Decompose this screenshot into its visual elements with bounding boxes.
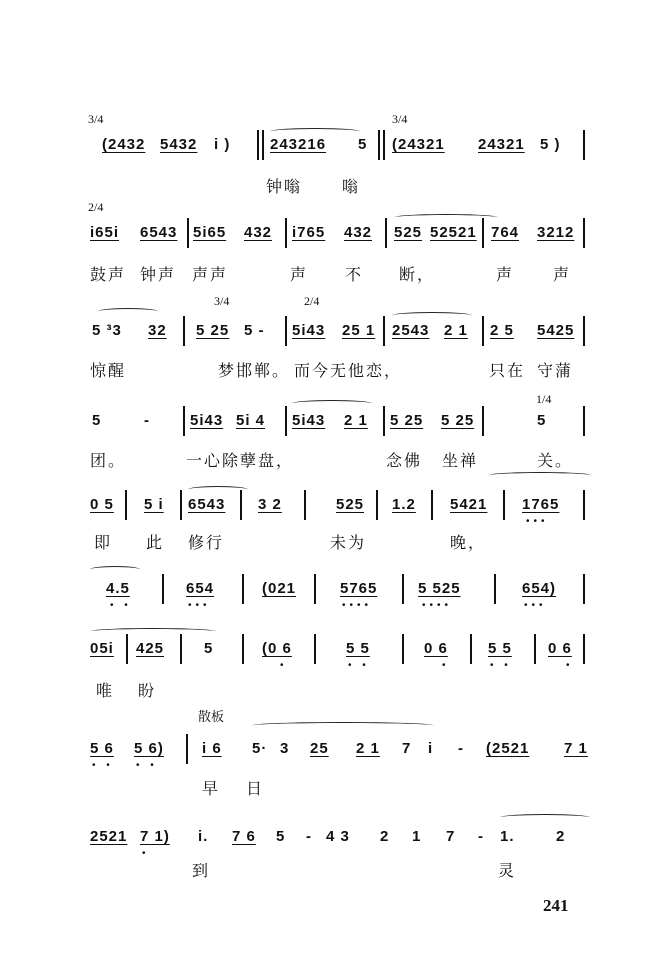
double-barline xyxy=(262,130,264,160)
time-signature: 1/4 xyxy=(536,392,552,406)
barline xyxy=(314,574,316,604)
barline xyxy=(431,490,433,520)
octave-dots: • • xyxy=(92,760,114,771)
barline xyxy=(583,130,585,160)
lyric: 声 xyxy=(553,265,572,284)
lyric: 一心除孽盘， xyxy=(186,451,295,470)
note-group: i ) xyxy=(214,136,231,153)
note-group: 1.2 xyxy=(392,496,416,513)
note-group: 3 xyxy=(280,740,290,757)
barline xyxy=(402,574,404,604)
note-group: 2 5 xyxy=(490,322,514,339)
note-group: (2432 xyxy=(102,136,146,153)
note-group: 05i xyxy=(90,640,114,657)
note-group: 1 xyxy=(412,828,422,845)
note-group: 5 xyxy=(537,412,547,429)
tempo-marking: 散板 xyxy=(198,710,225,725)
note-group: i765 xyxy=(292,224,326,241)
note-group: - xyxy=(478,828,484,845)
barline xyxy=(583,574,585,604)
lyric: 灵 xyxy=(498,861,517,880)
lyric: 声声 xyxy=(192,265,229,284)
time-signature: 3/4 xyxy=(392,112,408,126)
note-group: (021 xyxy=(262,580,297,597)
note-group: 5 525 xyxy=(418,580,461,597)
note-group: (24321 xyxy=(392,136,445,153)
lyric: 惊醒 xyxy=(90,361,127,380)
lyric: 守蒲 xyxy=(537,361,574,380)
notation-row xyxy=(0,496,660,527)
lyric: 声 xyxy=(290,265,309,284)
barline xyxy=(285,218,287,248)
barline xyxy=(304,490,306,520)
note-group: - xyxy=(306,828,312,845)
lyric: 念佛 xyxy=(386,451,423,470)
note-group: 0 6 xyxy=(548,640,572,657)
octave-dots: • • xyxy=(136,760,158,771)
barline xyxy=(383,406,385,436)
octave-dots: ••• xyxy=(188,600,211,611)
lyric: 不 xyxy=(345,265,364,284)
note-group: 2 1 xyxy=(344,412,368,429)
octave-dots: • xyxy=(566,660,574,671)
lyric: 晚， xyxy=(450,533,487,552)
note-group: 2 xyxy=(556,828,566,845)
octave-dots: ••• xyxy=(524,600,547,611)
lyric-row xyxy=(0,174,660,196)
note-group: 5 25 xyxy=(441,412,475,429)
lyric-row xyxy=(0,448,660,470)
barline xyxy=(494,574,496,604)
note-group: 425 xyxy=(136,640,165,657)
lyric: 只在 xyxy=(489,361,526,380)
barline xyxy=(183,316,185,346)
note-group: 5 5 xyxy=(346,640,370,657)
note-group: 5 5 xyxy=(488,640,512,657)
note-group: 52521 xyxy=(430,224,477,241)
lyric-row xyxy=(0,262,660,284)
double-barline xyxy=(257,130,259,160)
lyric: 即 xyxy=(94,533,113,552)
barline xyxy=(180,490,182,520)
notation-row xyxy=(0,412,660,434)
note-group: 0 6 xyxy=(424,640,448,657)
barline xyxy=(162,574,164,604)
note-group: 5 xyxy=(358,136,368,153)
lyric: 未为 xyxy=(330,533,367,552)
note-group: 5 6 xyxy=(90,740,114,757)
note-group: i xyxy=(428,740,434,757)
notation-row xyxy=(0,224,660,246)
slur xyxy=(90,628,216,635)
notation-row xyxy=(0,640,660,671)
notation-row xyxy=(0,322,660,344)
note-group: i. xyxy=(198,828,209,845)
note-group: 6543 xyxy=(188,496,226,513)
note-group: 4 3 xyxy=(326,828,350,845)
barline xyxy=(186,734,188,764)
barline xyxy=(314,634,316,664)
lyric: 此 xyxy=(146,533,165,552)
notation-row xyxy=(0,580,660,611)
notation-row xyxy=(0,136,660,158)
note-group: 764 xyxy=(491,224,520,241)
note-group: i 6 xyxy=(202,740,222,757)
note-group: 654) xyxy=(522,580,557,597)
time-signature: 2/4 xyxy=(304,294,320,308)
note-group: 2521 xyxy=(90,828,128,845)
note-group: 5 xyxy=(204,640,214,657)
note-group: 6543 xyxy=(140,224,178,241)
barline xyxy=(242,574,244,604)
lyric: 盼 xyxy=(138,681,157,700)
note-group: 5425 xyxy=(537,322,575,339)
note-group: 25 1 xyxy=(342,322,376,339)
barline xyxy=(482,316,484,346)
notation-row xyxy=(0,828,660,859)
note-group: 32 xyxy=(148,322,167,339)
note-group: 5i65 xyxy=(193,224,227,241)
barline xyxy=(383,130,385,160)
note-group: 1. xyxy=(500,828,515,845)
note-group: 7 6 xyxy=(232,828,256,845)
barline xyxy=(402,634,404,664)
note-group: 5· xyxy=(252,740,268,757)
barline xyxy=(583,316,585,346)
octave-dots: • • xyxy=(490,660,512,671)
lyric: 团。 xyxy=(90,451,127,470)
barline xyxy=(482,406,484,436)
lyric: 日 xyxy=(246,779,265,798)
barline xyxy=(125,490,127,520)
note-group: 0 5 xyxy=(90,496,114,513)
lyric: 早 xyxy=(202,779,221,798)
barline xyxy=(503,490,505,520)
octave-dots: ••• xyxy=(526,516,549,527)
barline xyxy=(376,490,378,520)
note-group: 432 xyxy=(344,224,373,241)
note-group: 7 xyxy=(402,740,412,757)
note-group: 5i 4 xyxy=(236,412,266,429)
octave-dots: •••• xyxy=(342,600,373,611)
time-signature: 2/4 xyxy=(88,200,104,214)
octave-dots: •••• xyxy=(422,600,453,611)
barline xyxy=(183,406,185,436)
note-group: 5i43 xyxy=(190,412,224,429)
octave-dots: • • xyxy=(348,660,370,671)
time-signature: 3/4 xyxy=(88,112,104,126)
barline xyxy=(534,634,536,664)
barline xyxy=(583,406,585,436)
note-group: 654 xyxy=(186,580,215,597)
lyric: 梦邯郸。 xyxy=(218,361,291,380)
lyric: 坐禅 xyxy=(442,451,479,470)
barline xyxy=(378,130,380,160)
note-group: 525 xyxy=(336,496,365,513)
lyric: 钟声 xyxy=(140,265,177,284)
note-group: 5i43 xyxy=(292,412,326,429)
lyric: 鼓声 xyxy=(90,265,127,284)
slur xyxy=(188,486,248,493)
note-group: 432 xyxy=(244,224,273,241)
note-group: 5 i xyxy=(144,496,164,513)
barline xyxy=(482,218,484,248)
slur xyxy=(98,308,158,315)
lyric-row xyxy=(0,858,660,880)
note-group: 4.5 xyxy=(106,580,130,597)
slur xyxy=(500,814,590,821)
barline xyxy=(583,634,585,664)
note-group: 5765 xyxy=(340,580,378,597)
note-group: 3 2 xyxy=(258,496,282,513)
barline xyxy=(126,634,128,664)
lyric-row xyxy=(0,678,660,700)
note-group: 1765 xyxy=(522,496,560,513)
time-signature: 3/4 xyxy=(214,294,230,308)
notation-row xyxy=(0,740,660,771)
note-group: (0 6 xyxy=(262,640,292,657)
lyric-row xyxy=(0,776,660,798)
barline xyxy=(385,218,387,248)
note-group: 5421 xyxy=(450,496,488,513)
barline xyxy=(583,490,585,520)
note-group: 2543 xyxy=(392,322,430,339)
note-group: 7 1) xyxy=(140,828,170,845)
note-group: 2 xyxy=(380,828,390,845)
note-group: 7 xyxy=(446,828,456,845)
page-number: 241 xyxy=(543,896,569,915)
note-group: 25 xyxy=(310,740,329,757)
octave-dots: • xyxy=(142,848,150,859)
lyric-row xyxy=(0,358,660,380)
barline xyxy=(180,634,182,664)
slur xyxy=(252,722,434,729)
lyric: 到 xyxy=(192,861,211,880)
lyric: 钟嗡 xyxy=(266,177,303,196)
note-group: 525 xyxy=(394,224,423,241)
lyric: 关。 xyxy=(537,451,574,470)
slur xyxy=(90,566,140,573)
barline xyxy=(383,316,385,346)
lyric-row xyxy=(0,530,660,552)
note-group: 5 ) xyxy=(540,136,561,153)
barline xyxy=(242,634,244,664)
barline xyxy=(285,406,287,436)
note-group: 5 - xyxy=(244,322,265,339)
slur xyxy=(392,312,472,319)
slur xyxy=(488,472,592,479)
note-group: 5 xyxy=(92,412,102,429)
note-group: 243216 xyxy=(270,136,327,153)
note-group: i65i xyxy=(90,224,120,241)
note-group: 5i43 xyxy=(292,322,326,339)
lyric: 声 xyxy=(496,265,515,284)
note-group: 5 ³3 xyxy=(92,322,122,339)
note-group: 5 25 xyxy=(390,412,424,429)
barline xyxy=(470,634,472,664)
note-group: 5 xyxy=(276,828,286,845)
lyric: 嗡 xyxy=(342,177,361,196)
lyric: 修行 xyxy=(188,533,225,552)
note-group: 24321 xyxy=(478,136,525,153)
note-group: 2 1 xyxy=(444,322,468,339)
note-group: - xyxy=(458,740,464,757)
lyric: 断， xyxy=(399,265,436,284)
note-group: (2521 xyxy=(486,740,530,757)
note-group: 5432 xyxy=(160,136,198,153)
note-group: - xyxy=(144,412,150,429)
lyric: 唯 xyxy=(96,681,115,700)
octave-dots: • xyxy=(280,660,288,671)
octave-dots: • xyxy=(442,660,450,671)
lyric: 而今无他恋， xyxy=(294,361,403,380)
note-group: 2 1 xyxy=(356,740,380,757)
barline xyxy=(583,218,585,248)
note-group: 5 6) xyxy=(134,740,164,757)
barline xyxy=(285,316,287,346)
note-group: 3212 xyxy=(537,224,575,241)
slur xyxy=(292,400,372,407)
octave-dots: • • xyxy=(110,600,132,611)
barline xyxy=(240,490,242,520)
note-group: 5 25 xyxy=(196,322,230,339)
barline xyxy=(187,218,189,248)
note-group: 7 1 xyxy=(564,740,588,757)
slur xyxy=(270,128,360,135)
